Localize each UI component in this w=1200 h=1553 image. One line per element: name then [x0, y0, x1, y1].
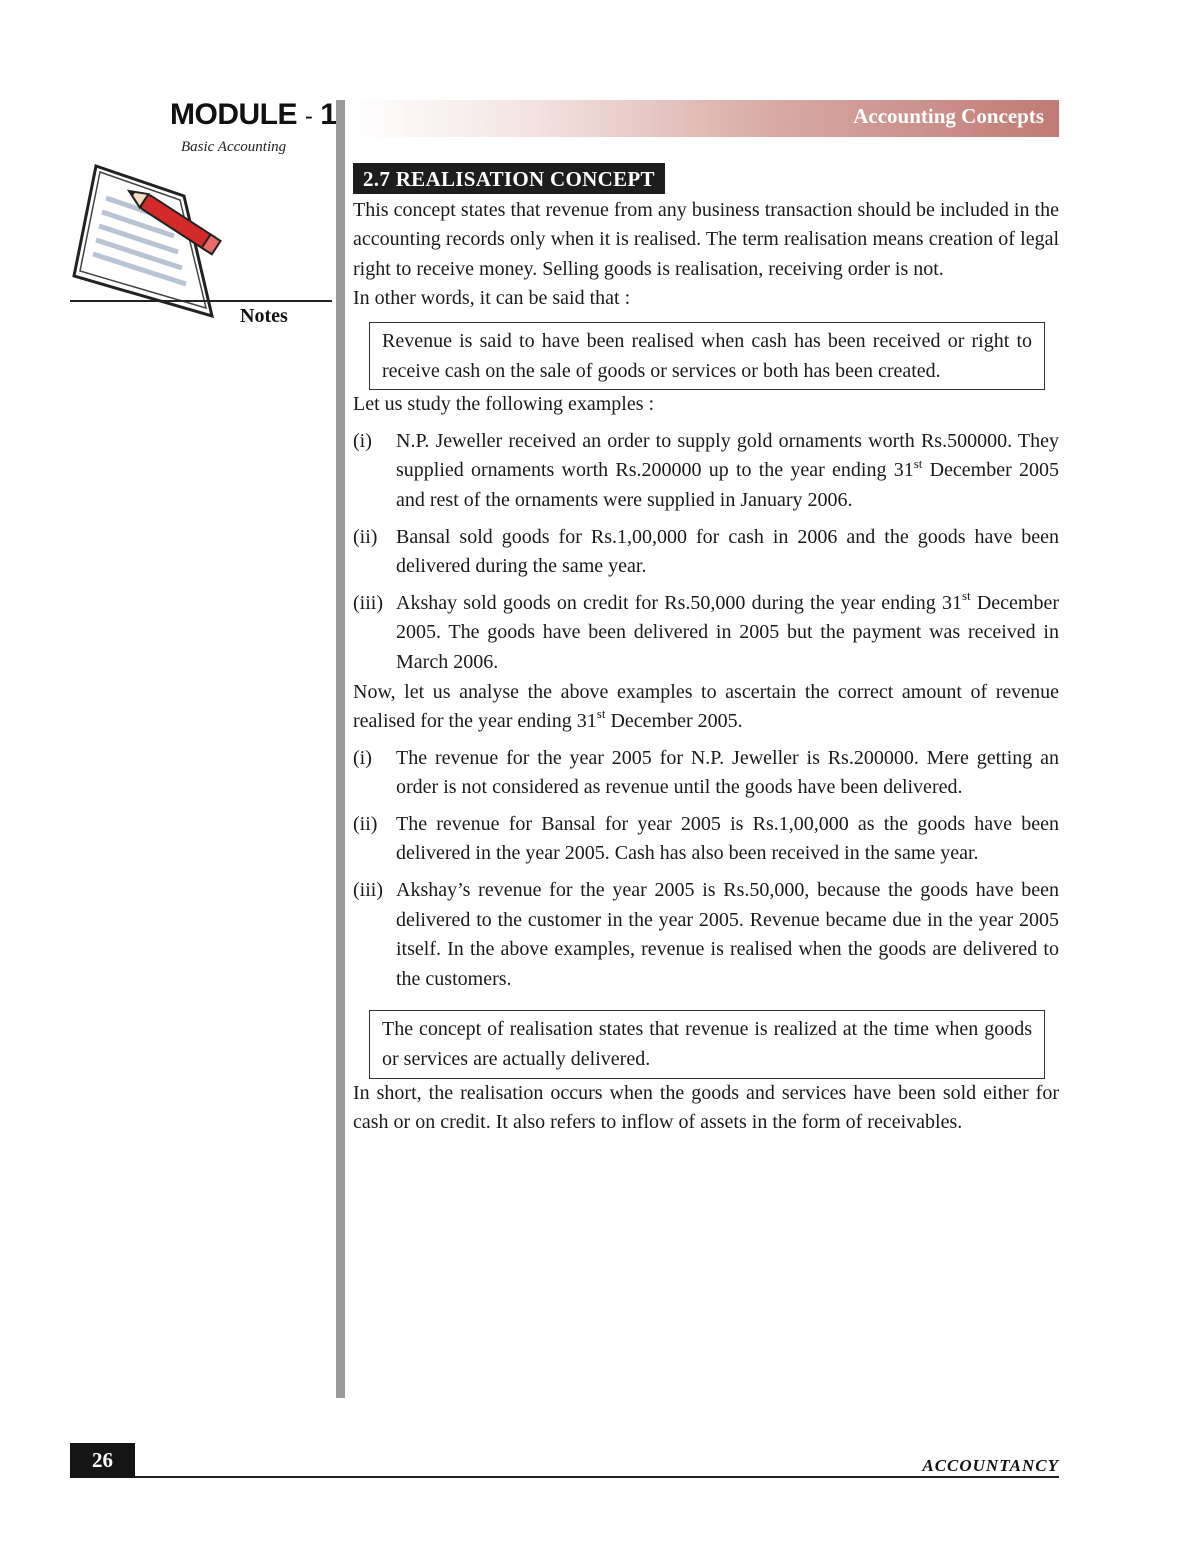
module-subtitle: Basic Accounting [181, 139, 287, 155]
superscript: st [596, 706, 606, 722]
main-content [353, 163, 1059, 1138]
list-item [353, 810, 1059, 869]
list-item [353, 523, 1059, 582]
item-number: (iii) [353, 879, 383, 902]
module-number: 1 [320, 98, 337, 131]
item-text: Bansal sold goods for Rs.1,00,000 for cash in 2006 and the goods have been delivered during the same year. [396, 525, 1059, 578]
intro-paragraph: This concept states that revenue from any business transaction should be included in the accounting records only when it is realised. The term realisation means creation of legal right to receive money. Selling goods is realisation, receiving order is not. [353, 198, 1059, 280]
analysis-list [353, 744, 1059, 995]
vertical-rule [336, 100, 345, 1398]
module-separator: - [304, 103, 313, 130]
item-number: (i) [353, 429, 372, 452]
item-number: (iii) [353, 591, 383, 614]
chapter-header-band [352, 100, 1059, 137]
superscript: st [961, 588, 971, 604]
notes-label: Notes [240, 305, 288, 327]
page-number: 26 [70, 1443, 135, 1478]
chapter-title: Accounting Concepts [853, 104, 1044, 128]
item-text: The revenue for the year 2005 for N.P. Jeweller is Rs.200000. Mere getting an order is not considered as revenue until the goods have been delivered. [396, 746, 1059, 799]
book-title: ACCOUNTANCY [922, 1456, 1059, 1475]
notepad-pencil-icon [66, 158, 236, 328]
item-text: Akshay sold goods on credit for Rs.50,000 during the year ending 31 [396, 591, 962, 614]
list-item [353, 876, 1059, 994]
conclusion-paragraph: In short, the realisation occurs when the goods and services have been sold either for cash or on credit. It also refers to inflow of assets in the form of receivables. [353, 1081, 1059, 1134]
examples-intro: Let us study the following examples : [353, 393, 655, 416]
module-label: MODULE [170, 98, 297, 131]
summary-box: The concept of realisation states that revenue is realized at the time when goods or services are actually delivered. [369, 1010, 1045, 1078]
item-number: (i) [353, 746, 372, 769]
examples-list [353, 427, 1059, 678]
list-item [353, 744, 1059, 803]
analysis-intro-text: December 2005. [605, 710, 743, 733]
footer-rule [135, 1476, 1059, 1478]
list-item [353, 589, 1059, 678]
item-text: December 2005 and rest of the ornaments were supplied in January 2006. [396, 459, 1059, 511]
other-words-paragraph: In other words, it can be said that : [353, 287, 631, 310]
item-text: Akshay’s revenue for the year 2005 is Rs.50,000, because the goods have been delivered to the customer in the year 2005. Revenue became due in the year 2005 itself. In the above examples, revenue is realised when the goods are delivered to the customers. [396, 879, 1059, 990]
notes-divider [70, 300, 332, 302]
analysis-intro [353, 678, 1059, 737]
item-text: December 2005. The goods have been delivered in 2005 but the payment was received in March 2006. [396, 591, 1059, 673]
list-item [353, 427, 1059, 516]
definition-box: Revenue is said to have been realised when cash has been received or right to receive cash on the sale of goods or services or both has been created. [369, 322, 1045, 390]
superscript: st [913, 455, 923, 471]
item-number: (ii) [353, 812, 378, 835]
item-number: (ii) [353, 525, 378, 548]
section-title: 2.7 REALISATION CONCEPT [353, 163, 665, 194]
item-text: The revenue for Bansal for year 2005 is Rs.1,00,000 as the goods have been delivered in the year 2005. Cash has also been received in the same year. [396, 812, 1059, 865]
module-title [170, 98, 336, 132]
analysis-intro-text: Now, let us analyse the above examples to ascertain the correct amount of revenue realised for the year ending 31 [353, 680, 1059, 733]
item-text: N.P. Jeweller received an order to supply gold ornaments worth Rs.500000. They supplied ornaments worth Rs.200000 up to the year ending 31 [396, 429, 1059, 482]
